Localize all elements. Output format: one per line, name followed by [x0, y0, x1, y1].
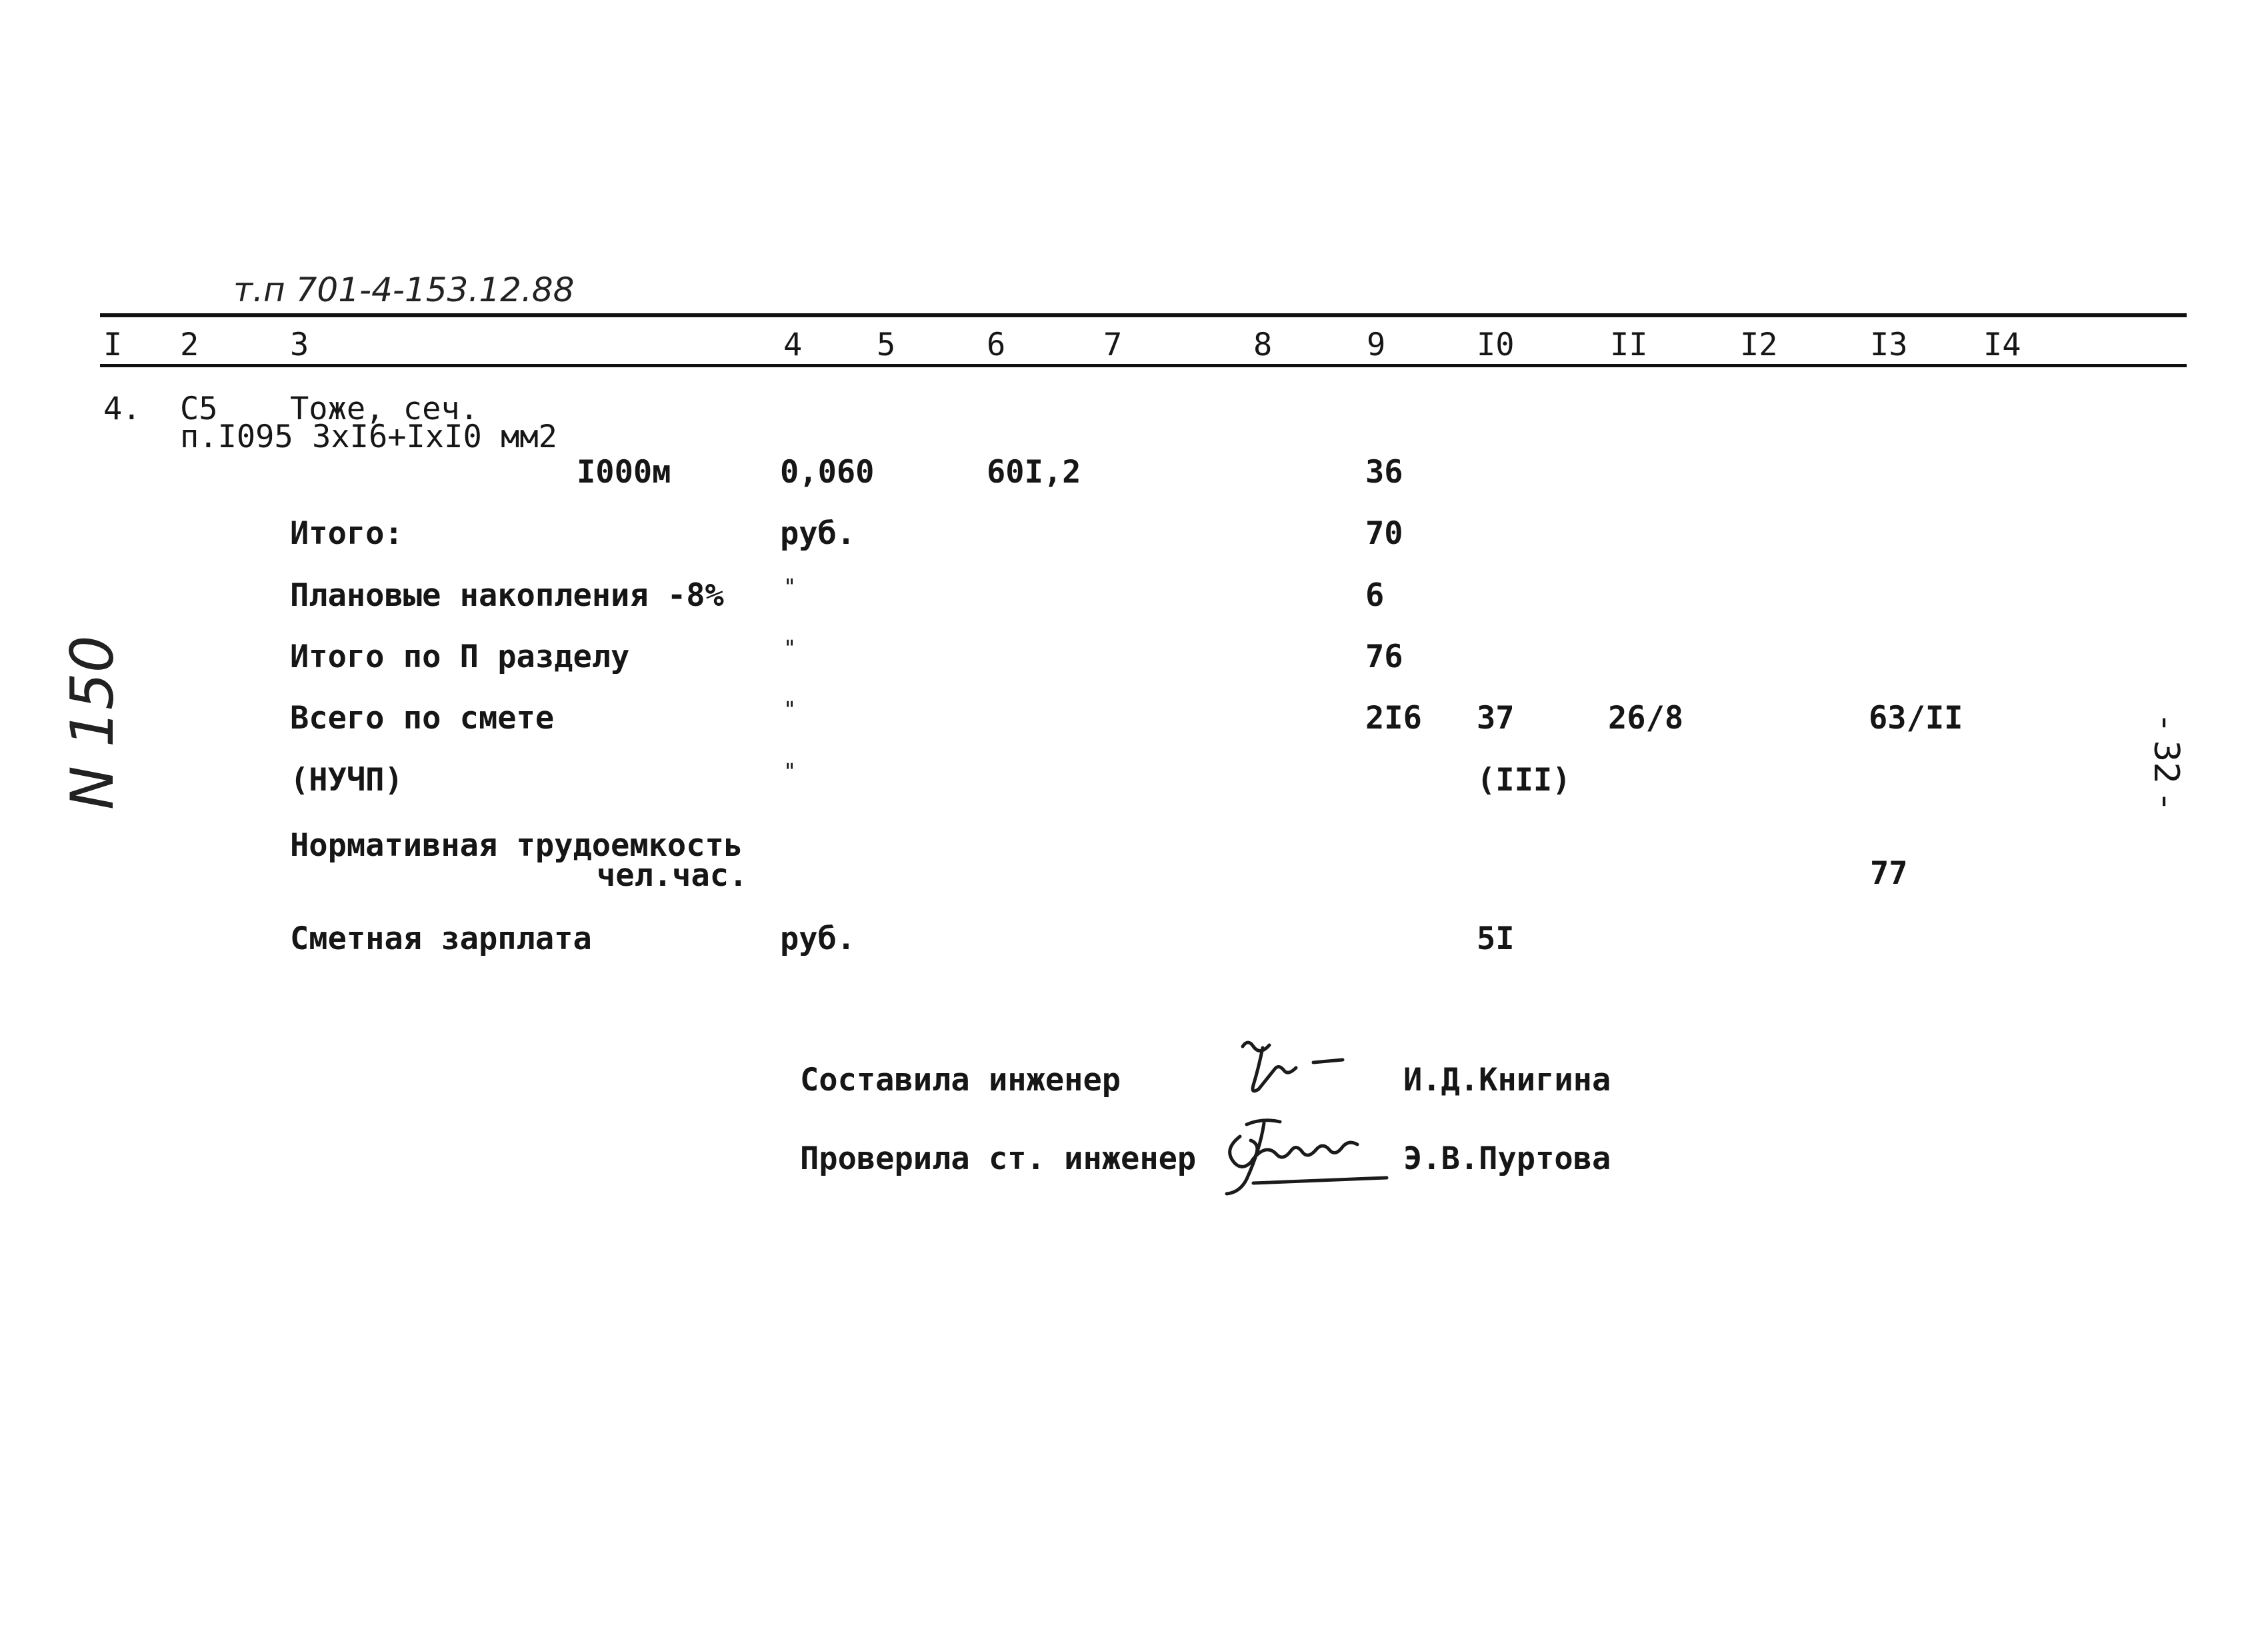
estimate-total-col10: 37	[1477, 700, 1515, 737]
wage-label: Сметная зарплата	[290, 920, 592, 957]
nuchp-label: (НУЧП)	[290, 762, 403, 799]
section-total-value: 76	[1365, 639, 1403, 675]
wage-value: 5I	[1477, 920, 1515, 957]
col-header-14: I4	[1983, 327, 2021, 363]
estimate-total-col13: 63/II	[1869, 700, 1963, 737]
header-rule	[100, 364, 2187, 367]
labor-intensity-value: 77	[1870, 855, 1908, 892]
compiler-signature	[1233, 1033, 1367, 1106]
nuchp-ditto: "	[783, 759, 797, 784]
col-header-7: 7	[1103, 327, 1123, 363]
col-header-1: I	[103, 327, 123, 363]
col-header-4: 4	[783, 327, 803, 363]
labor-intensity-label: Нормативная трудоемкость	[290, 827, 743, 864]
subtotal-unit: руб.	[780, 515, 856, 552]
checker-signature	[1213, 1116, 1393, 1196]
item-number: 4.	[103, 391, 141, 427]
item-description-line2: п.I095 3xI6+IxI0 мм2	[180, 419, 557, 455]
section-total-ditto: "	[783, 635, 797, 661]
item-price: 60I,2	[987, 454, 1081, 491]
estimate-total-label: Всего по смете	[290, 700, 555, 737]
col-header-5: 5	[877, 327, 896, 363]
item-description-line1: Тоже, сеч.	[290, 391, 479, 427]
page-number: - 32 -	[2146, 717, 2186, 808]
compiled-by-name: И.Д.Книгина	[1403, 1062, 1611, 1098]
section-total-label: Итого по П разделу	[290, 639, 630, 675]
compiled-by-role: Составила инженер	[800, 1062, 1121, 1098]
estimate-total-ditto: "	[783, 697, 797, 722]
wage-unit: руб.	[780, 920, 856, 957]
col-header-2: 2	[180, 327, 199, 363]
planned-savings-label: Плановые накопления -8%	[290, 577, 724, 614]
col-header-12: I2	[1740, 327, 1778, 363]
planned-savings-ditto: "	[783, 574, 797, 599]
item-unit: I000м	[577, 454, 671, 491]
margin-note: N 150	[58, 635, 127, 810]
planned-savings-value: 6	[1365, 577, 1385, 614]
subtotal-value: 70	[1365, 515, 1403, 552]
item-quantity: 0,060	[780, 454, 875, 491]
subtotal-label: Итого:	[290, 515, 403, 552]
col-header-10: I0	[1477, 327, 1515, 363]
item-code: С5	[180, 391, 218, 427]
col-header-11: II	[1610, 327, 1648, 363]
labor-intensity-unit: чел.час.	[597, 857, 748, 894]
nuchp-col10: (III)	[1477, 762, 1571, 799]
estimate-total-col11: 26/8	[1608, 700, 1684, 737]
document-reference: т.п 701-4-153.12.88	[233, 271, 575, 309]
estimate-total-col9: 2I6	[1365, 700, 1422, 737]
checked-by-name: Э.В.Пуртова	[1403, 1140, 1611, 1177]
col-header-9: 9	[1367, 327, 1386, 363]
top-rule	[100, 313, 2187, 317]
item-total: 36	[1365, 454, 1403, 491]
col-header-13: I3	[1870, 327, 1908, 363]
col-header-6: 6	[987, 327, 1006, 363]
col-header-3: 3	[290, 327, 309, 363]
checked-by-role: Проверила ст. инженер	[800, 1140, 1197, 1177]
col-header-8: 8	[1253, 327, 1273, 363]
